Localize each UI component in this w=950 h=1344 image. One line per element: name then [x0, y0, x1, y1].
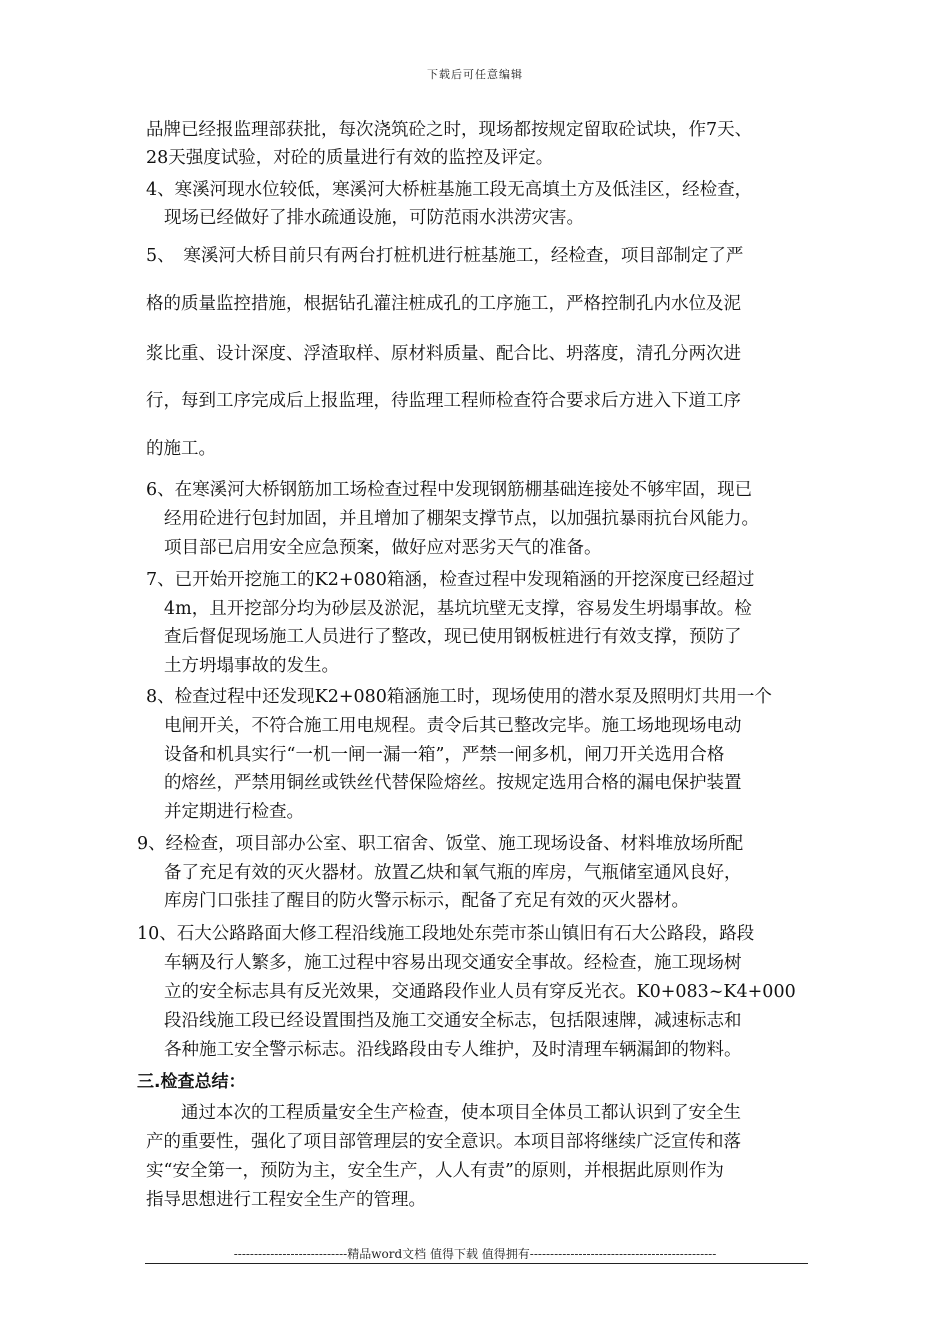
- text-line: 浆比重、设计深度、浮渣取样、原材料质量、配合比、坍落度，清孔分两次进: [146, 344, 741, 364]
- text-line: 8、检查过程中还发现K2+080箱涵施工时，现场使用的潜水泵及照明灯共用一个: [146, 687, 772, 707]
- text-line: 各种施工安全警示标志。沿线路段由专人维护，及时清理车辆漏卸的物料。: [164, 1040, 742, 1060]
- text-line: 品牌已经报监理部获批，每次浇筑砼之时，现场都按规定留取砼试块，作7天、: [146, 120, 753, 140]
- text-line: 9、经检查，项目部办公室、职工宿舍、饭堂、施工现场设备、材料堆放场所配: [137, 834, 744, 854]
- text-line: 实“安全第一，预防为主，安全生产，人人有责”的原则，并根据此原则作为: [146, 1161, 724, 1181]
- text-line: 7、已开始开挖施工的K2+080箱涵，检查过程中发现箱涵的开挖深度已经超过: [146, 570, 755, 590]
- text-line: 设备和机具实行“一机一闸一漏一箱”，严禁一闸多机，闸刀开关选用合格: [164, 745, 725, 765]
- text-line: 通过本次的工程质量安全生产检查，使本项目全体员工都认识到了安全生: [181, 1103, 741, 1123]
- text-line: 行，每到工序完成后上报监理，待监理工程师检查符合要求后方进入下道工序: [146, 391, 741, 411]
- text-line: 备了充足有效的灭火器材。放置乙炔和氧气瓶的库房，气瓶储室通风良好，: [164, 863, 742, 883]
- page-header: 下载后可任意编辑: [427, 68, 523, 81]
- text-line: 产的重要性，强化了项目部管理层的安全意识。本项目部将继续广泛宣传和落: [146, 1132, 741, 1152]
- text-line: 车辆及行人繁多，施工过程中容易出现交通安全事故。经检查，施工现场树: [164, 953, 742, 973]
- text-line: 现场已经做好了排水疏通设施，可防范雨水洪涝灾害。: [164, 208, 584, 228]
- text-line: 10、石大公路路面大修工程沿线施工段地处东莞市茶山镇旧有石大公路段，路段: [137, 924, 755, 944]
- text-line: 5、 寒溪河大桥目前只有两台打桩机进行桩基施工，经检查，项目部制定了严: [146, 246, 744, 266]
- section-title: 三.检查总结：: [137, 1072, 246, 1092]
- text-line: 4m，且开挖部分均为砂层及淤泥，基坑坑壁无支撑，容易发生坍塌事故。检: [164, 599, 752, 619]
- text-line: 的施工。: [146, 439, 216, 459]
- text-line: 6、在寒溪河大桥钢筋加工场检查过程中发现钢筋棚基础连接处不够牢固，现已: [146, 480, 753, 500]
- text-line: 立的安全标志具有反光效果，交通路段作业人员有穿反光衣。K0+083~K4+000: [164, 982, 796, 1002]
- text-line: 库房门口张挂了醒目的防火警示标示，配备了充足有效的灭火器材。: [164, 891, 689, 911]
- text-line: 段沿线施工段已经设置围挡及施工交通安全标志，包括限速牌，减速标志和: [164, 1011, 742, 1031]
- text-line: 经用砼进行包封加固，并且增加了棚架支撑节点，以加强抗暴雨抗台风能力。: [164, 509, 759, 529]
- text-line: 电闸开关，不符合施工用电规程。责令后其已整改完毕。施工场地现场电动: [164, 716, 742, 736]
- text-line: 土方坍塌事故的发生。: [164, 656, 339, 676]
- text-line: 项目部已启用安全应急预案，做好应对恶劣天气的准备。: [164, 538, 602, 558]
- text-line: 的熔丝，严禁用铜丝或铁丝代替保险熔丝。按规定选用合格的漏电保护装置: [164, 773, 742, 793]
- text-line: 并定期进行检查。: [164, 802, 304, 822]
- text-line: 4、寒溪河现水位较低，寒溪河大桥桩基施工段无高填土方及低洼区，经检查，: [146, 180, 753, 200]
- text-line: 28天强度试验，对砼的质量进行有效的监控及评定。: [146, 148, 554, 168]
- footer-divider: [145, 1263, 808, 1264]
- text-line: 查后督促现场施工人员进行了整改，现已使用钢板桩进行有效支撑，预防了: [164, 627, 742, 647]
- text-line: 格的质量监控措施，根据钻孔灌注桩成孔的工序施工，严格控制孔内水位及泥: [146, 294, 741, 314]
- text-line: 指导思想进行工程安全生产的管理。: [146, 1190, 426, 1210]
- page-footer: ----------------------------精品word文档 值得下载 值得拥有----------------------------------------------: [233, 1247, 717, 1261]
